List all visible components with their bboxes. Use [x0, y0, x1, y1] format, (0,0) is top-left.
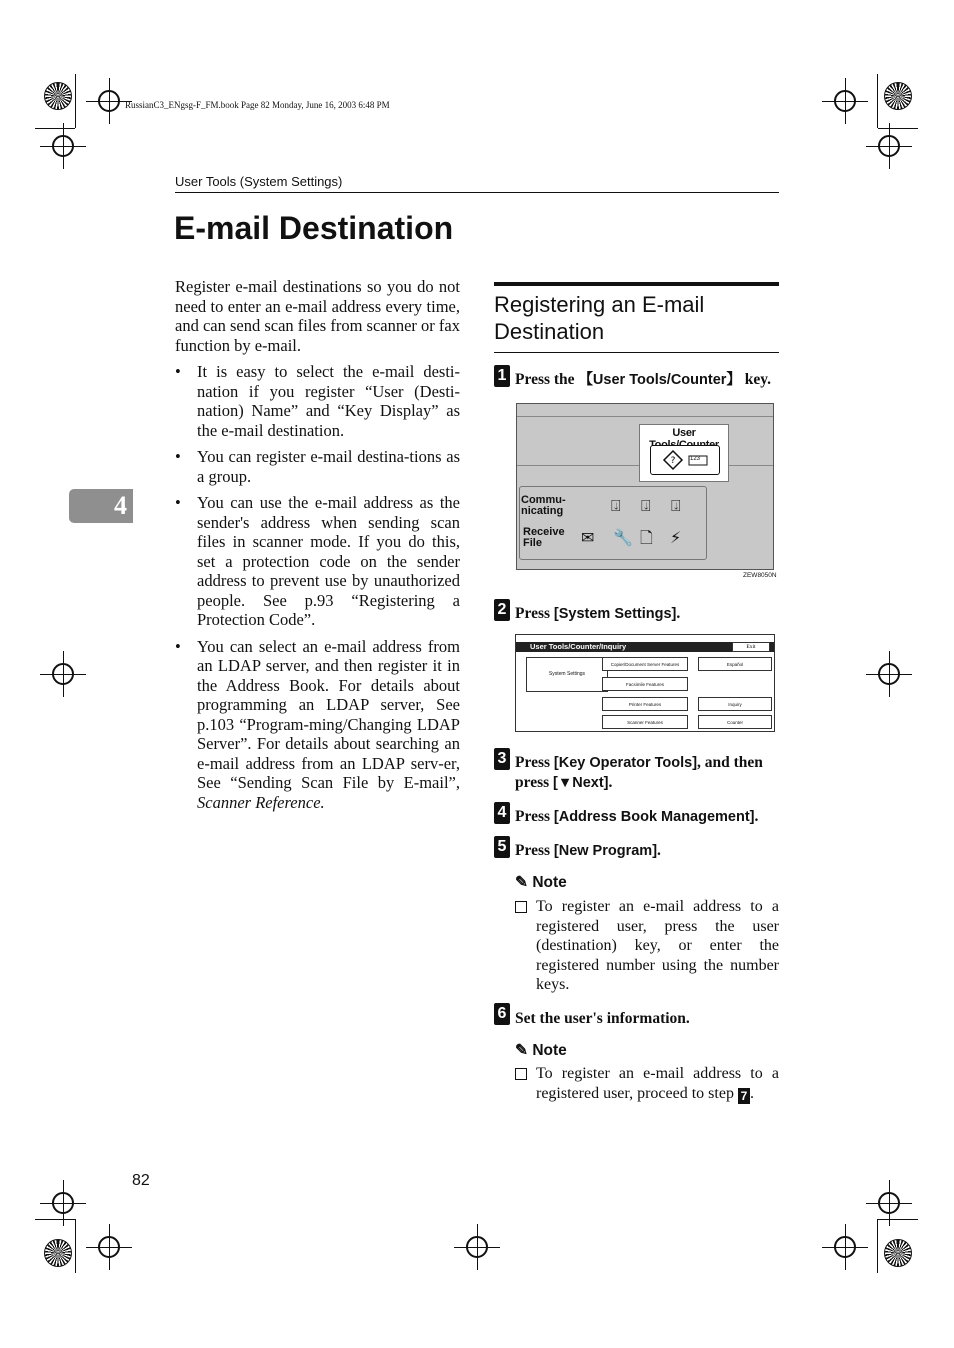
- language-button[interactable]: Español: [698, 657, 772, 671]
- touch-screen-illustration: [515, 634, 775, 732]
- user-tools-label: User: [672, 427, 696, 439]
- key-label: [System Settings]: [553, 606, 677, 622]
- registration-mark-icon: [98, 1236, 120, 1258]
- communicating-indicator-icon: ⍗: [671, 496, 681, 515]
- note-heading: ✎ Note: [515, 1042, 567, 1059]
- page-title: E-mail Destination: [174, 210, 454, 246]
- reference-title: Scanner Reference.: [197, 792, 325, 812]
- user-tools-callout: [639, 424, 729, 482]
- intro-column: [175, 277, 460, 819]
- key-label: [Address Book Management]: [553, 809, 755, 825]
- key-label: [New Program]: [553, 843, 658, 859]
- step-number: 1: [494, 365, 510, 387]
- step-number: 3: [494, 748, 510, 770]
- receive-file-label: Receive File: [523, 526, 565, 549]
- crop-line: [35, 128, 75, 129]
- exit-button[interactable]: Exit: [732, 642, 770, 652]
- communicating-panel: [519, 486, 707, 560]
- step-1-text: Press the 【User Tools/Counter】 key.: [515, 371, 772, 388]
- pencil-icon: ✎: [515, 874, 528, 891]
- facsimile-features-button[interactable]: Facsimile Features: [602, 677, 688, 691]
- section-rule: [494, 352, 779, 353]
- pencil-icon: ✎: [515, 1042, 528, 1059]
- document-icon: 🗋: [640, 528, 653, 547]
- registration-star-icon: [884, 1239, 912, 1267]
- registration-mark-icon: [98, 90, 120, 112]
- counter-button[interactable]: Counter: [698, 715, 772, 729]
- step-reference[interactable]: 7: [738, 1088, 750, 1104]
- running-head: User Tools (System Settings): [175, 174, 343, 189]
- registration-mark-icon: [834, 1236, 856, 1258]
- user-tools-key-icon: [651, 446, 719, 474]
- crop-line: [878, 128, 918, 129]
- crop-line: [35, 1219, 75, 1220]
- list-item: • You can register e-mail destina-tions as a group.: [175, 447, 460, 486]
- system-settings-button[interactable]: System Settings: [526, 657, 608, 692]
- list-item: • You can use the e-mail address as the sender's address when sending scan files in scanner mode. If you do this, set a protection code on the sender address to prevent use by unauthorized people. See p.93 “Registering a Protection Code”.: [175, 493, 460, 630]
- step-2-text: Press [System Settings].: [515, 605, 681, 622]
- step-number: 5: [494, 836, 510, 858]
- communicating-label: Commu- nicating: [521, 494, 566, 517]
- key-label: 【User Tools/Counter】: [578, 372, 741, 388]
- note-item: To register an e-mail address to a registered user, press the user (destination) key, or enter the registered number using the number keys.: [515, 897, 779, 995]
- list-item: [175, 637, 460, 813]
- crop-line: [877, 74, 878, 128]
- printer-features-button[interactable]: Printer Features: [602, 697, 688, 711]
- bullet-list: [175, 362, 460, 812]
- mail-icon: ✉: [581, 528, 595, 547]
- note-heading: ✎ Note: [515, 874, 567, 891]
- wrench-icon: 🔧: [613, 528, 633, 547]
- copier-features-button[interactable]: Copier/Document Server Features: [602, 657, 688, 671]
- communicating-indicator-icon: ⍗: [641, 496, 651, 515]
- svg-text:?: ?: [670, 456, 676, 466]
- step-5-text: Press [New Program].: [515, 842, 661, 859]
- inquiry-button[interactable]: Inquiry: [698, 697, 772, 711]
- section-title: Registering an E-mail Destination: [494, 292, 705, 344]
- intro-paragraph: Register e-mail destinations so you do not need to enter an e-mail address every time, and can send scan files from scanner or fax function by e-mail.: [175, 277, 460, 355]
- screen-title-bar: User Tools/Counter/Inquiry: [516, 642, 774, 652]
- checkbox-icon: [515, 1068, 527, 1080]
- key-label: [Key Operator Tools]: [553, 755, 698, 771]
- step-3-text: Press [Key Operator Tools], and then press [▼Next].: [515, 754, 763, 791]
- illustration-code: ZEW8050N: [743, 572, 777, 579]
- registration-mark-icon: [878, 1192, 900, 1214]
- bullet-text: You can select an e-mail address from an LDAP server, and then register it in the Address Book. For details about programming an LDAP server, See p.103 “Program-ming/Changing LDAP Server”. For details about searching an e-mail address from an LDAP serv-er, See “Sending Scan File by E-mail”,: [197, 636, 460, 792]
- fax-icon: ⚡: [670, 528, 682, 547]
- registration-star-icon: [44, 82, 72, 110]
- header-rule: [175, 192, 779, 193]
- crop-line: [75, 1219, 76, 1273]
- step-4-text: Press [Address Book Management].: [515, 808, 759, 825]
- communicating-indicator-icon: ⍗: [611, 496, 621, 515]
- user-tools-key: [650, 445, 720, 475]
- crop-line: [877, 1219, 878, 1273]
- step-number: 2: [494, 599, 510, 621]
- scanner-features-button[interactable]: Scanner Features: [602, 715, 688, 729]
- page-number: 82: [132, 1172, 150, 1189]
- registration-mark-icon: [878, 135, 900, 157]
- key-badge: 123: [690, 456, 701, 462]
- registration-mark-icon: [878, 663, 900, 685]
- registration-mark-icon: [466, 1236, 488, 1258]
- registration-star-icon: [884, 82, 912, 110]
- step-number: 6: [494, 1003, 510, 1025]
- registration-mark-icon: [52, 663, 74, 685]
- control-panel-illustration: [516, 403, 774, 570]
- chapter-tab: 4: [69, 489, 133, 523]
- step-number: 4: [494, 802, 510, 824]
- note-item: To register an e-mail address to a registered user, proceed to step 7 .: [515, 1064, 779, 1104]
- crop-line: [878, 1219, 918, 1220]
- section-rule: [494, 282, 779, 286]
- book-info: RussianC3_ENgsg-F_FM.book Page 82 Monday, June 16, 2003 6:48 PM: [125, 100, 390, 110]
- list-item: • It is easy to select the e-mail desti-nation if you register “User (Desti-nation) Name” and “Key Display” as the e-mail destination.: [175, 362, 460, 440]
- registration-star-icon: [44, 1239, 72, 1267]
- crop-line: [75, 74, 76, 128]
- registration-mark-icon: [52, 1192, 74, 1214]
- step-6-text: Set the user's information.: [515, 1010, 690, 1027]
- key-label: [▼Next]: [553, 775, 609, 791]
- checkbox-icon: [515, 901, 527, 913]
- registration-mark-icon: [834, 90, 856, 112]
- registration-mark-icon: [52, 135, 74, 157]
